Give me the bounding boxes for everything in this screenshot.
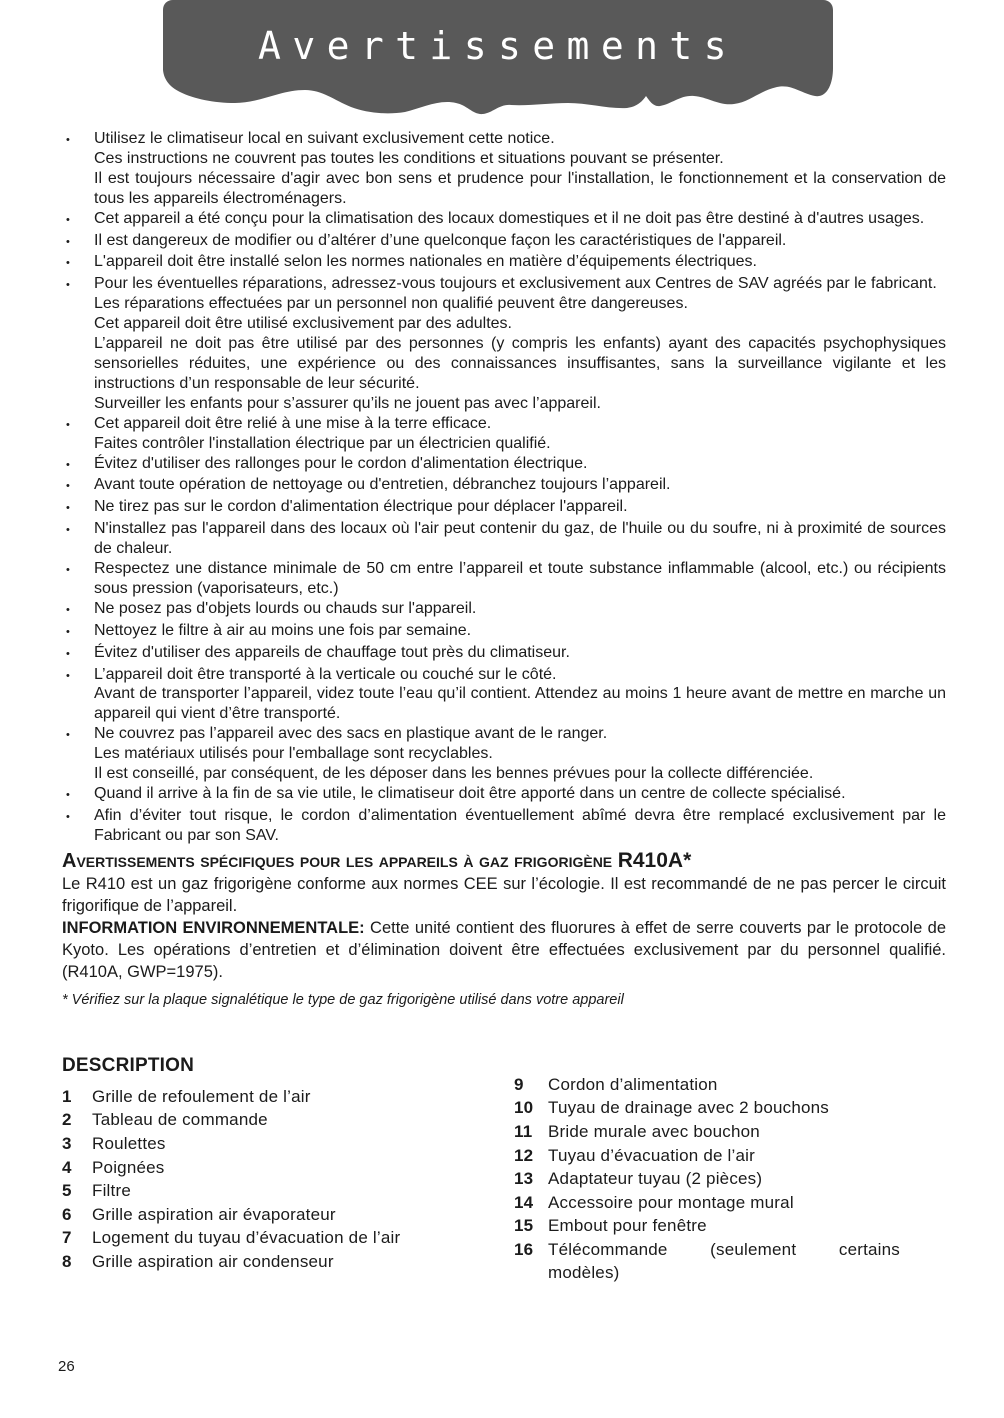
warning-paragraph: Les matériaux utilisés pour l'emballage sont recyclables. [94,745,493,763]
item-label: Tableau de commande [92,1110,268,1130]
item-number: 7 [62,1228,72,1248]
warning-text [94,252,946,274]
bullet-icon: • [66,729,70,742]
item-label: Cordon d’alimentation [548,1074,718,1094]
warning-paragraph: Il est dangereux de modifier ou d’altérer d’une quelconque façon les caractéristiques de l'appareil. [94,231,787,249]
warning-item [62,129,946,209]
item-label: Tuyau d’évacuation de l’air [548,1145,756,1165]
specific-warnings-body: Le R410 est un gaz frigorigène conforme aux normes CEE sur l’écologie. Il est recommandé de ne pas percer le circuit frigorifique de l’appareil. [62,874,946,915]
bullet-icon: • [66,235,70,248]
bullet-icon: • [66,279,70,292]
item-number: 3 [62,1133,72,1153]
item-number: 2 [62,1110,72,1130]
description-list-right [514,1073,946,1285]
warning-paragraph: Ces instructions ne couvrent pas toutes les conditions et situations pouvant se présenter. [94,149,724,167]
warning-paragraph: Afin d’éviter tout risque, le cordon d’alimentation éventuellement abîmé devra être remplacé exclusivement par le Fabricant ou par son SAV. [94,806,946,844]
item-label: Grille aspiration air évaporateur [92,1204,336,1224]
page-number: 26 [58,1358,75,1375]
item-number: 6 [62,1204,72,1224]
item-number: 13 [514,1169,534,1189]
warning-paragraph: Ne posez pas d'objets lourds ou chauds sur l'appareil. [94,599,477,617]
bullet-icon: • [66,480,70,493]
warning-text [94,519,946,559]
warning-paragraph: Les réparations effectuées par un personnel non qualifié peuvent être dangereuses. [94,295,688,313]
warnings-list [62,129,946,846]
description-item [514,1238,946,1285]
bullet-icon: • [66,603,70,616]
warning-item [62,621,946,643]
warning-paragraph: L’appareil ne doit pas être utilisé par des personnes (y compris les enfants) ayant des capacités psychophysiques sensorielles réduites, une expérience ou des connaissances insuffisantes, sans la surveillance vigilante et les instructions d’un responsable de leur sécurité. [94,335,946,392]
description-item [62,1156,514,1180]
item-number: 1 [62,1086,72,1106]
warning-text [94,497,946,519]
description-item [514,1214,946,1238]
item-number: 15 [514,1216,534,1236]
environmental-information [62,917,946,983]
warning-paragraph: Évitez d'utiliser des rallonges pour le cordon d'alimentation électrique. [94,454,588,472]
page-content [62,129,946,1285]
warning-item [62,497,946,519]
warning-item [62,414,946,454]
bullet-icon: • [66,257,70,270]
item-number: 11 [514,1121,533,1141]
warning-paragraph: Ne tirez pas sur le cordon d'alimentation électrique pour déplacer l'appareil. [94,498,628,516]
bullet-icon: • [66,564,70,577]
description-list-left [62,1085,514,1285]
warning-item [62,475,946,497]
warning-item [62,274,946,413]
warning-paragraph: Avant de transporter l’appareil, videz toute l’eau qu’il contient. Attendez au moins 1 heure avant de mettre en marche un appareil qui vient d’être transporté. [94,685,946,723]
warning-paragraph: Nettoyez le filtre à air au moins une fois par semaine. [94,621,472,639]
warning-paragraph: Il est toujours nécessaire d'agir avec bon sens et prudence pour l'installation, le fonctionnement et la conservation de tous les appareils électroménagers. [94,169,946,207]
item-label: Grille de refoulement de l’air [92,1086,311,1106]
description-columns [62,1074,946,1285]
item-label: Tuyau de drainage avec 2 bouchons [548,1098,829,1118]
warnings-banner [163,0,833,120]
description-item [514,1144,946,1168]
warning-text [94,724,946,784]
item-label: Accessoire pour montage mural [548,1192,794,1212]
warning-text [94,454,946,476]
description-item [62,1132,514,1156]
refrigerant-code: R410A* [617,848,692,872]
item-label: Roulettes [92,1133,166,1153]
environmental-information-body: Cette unité contient des fluorures à effet de serre couverts par le protocole de Kyoto. Les opérations d’entretien et d’élimination doivent être effectuées exclusivement par du personnel qualifié. (R410A, GWP=1975). [62,918,946,981]
warning-text [94,475,946,497]
specific-warnings-heading [62,849,946,873]
item-number: 10 [514,1098,534,1118]
specific-warnings-heading-text: Avertissements spécifiques pour les appareils à gaz frigorigène [62,849,618,872]
warning-item [62,454,946,476]
environmental-information-label: INFORMATION ENVIRONNEMENTALE: [62,918,365,937]
description-item [62,1085,514,1109]
warning-paragraph: L'appareil doit être installé selon les normes nationales en matière d’équipements électriques. [94,253,757,271]
description-item [514,1073,946,1097]
bullet-icon: • [66,213,70,226]
item-label: Poignées [92,1157,165,1177]
warning-paragraph: Pour les éventuelles réparations, adressez-vous toujours et exclusivement aux Centres de SAV agréés par le fabricant. [94,275,937,293]
bullet-icon: • [66,134,70,146]
item-number: 12 [514,1145,534,1165]
page-title: Avertissements [258,24,738,68]
warning-paragraph: Cet appareil doit être utilisé exclusivement par des adultes. [94,315,512,333]
item-label: Télécommande (seulement certains modèles) [548,1239,900,1283]
warning-item [62,209,946,231]
description-heading: DESCRIPTION [62,1054,195,1076]
description-item [514,1096,946,1120]
bullet-icon: • [66,810,70,823]
warning-text [94,559,946,599]
warning-text [94,643,946,665]
warning-paragraph: Quand il arrive à la fin de sa vie utile, le climatiseur doit être apporté dans un centre de collecte spécialisé. [94,785,846,802]
bullet-icon: • [66,502,70,515]
warning-paragraph: Il est conseillé, par conséquent, de les déposer dans les bennes prévues pour la collecte différenciée. [94,765,814,783]
item-number: 9 [514,1074,524,1094]
warning-paragraph: Faites contrôler l'installation électrique par un électricien qualifié. [94,434,551,452]
bullet-icon: • [66,647,70,660]
warning-item [62,252,946,274]
item-label: Grille aspiration air condenseur [92,1251,334,1271]
description-section [62,1055,946,1285]
bullet-icon: • [66,418,70,431]
warning-paragraph: Cet appareil a été conçu pour la climatisation des locaux domestiques et il ne doit pas être destiné à d'autres usages. [94,209,925,227]
warning-item [62,231,946,253]
warning-item [62,599,946,621]
warning-paragraph: Évitez d'utiliser des appareils de chauffage tout près du climatiseur. [94,643,570,661]
warning-paragraph: Surveiller les enfants pour s’assurer qu’ils ne jouent pas avec l’appareil. [94,394,601,412]
description-item [62,1203,514,1227]
item-number: 5 [62,1181,72,1201]
description-item [514,1120,946,1144]
item-label: Adaptateur tuyau (2 pièces) [548,1169,763,1189]
warning-text [94,806,946,846]
warning-item [62,806,946,846]
bullet-icon: • [66,625,70,638]
warning-text [94,129,946,209]
warning-item [62,724,946,784]
bullet-icon: • [66,669,70,682]
warning-paragraph: L’appareil doit être transporté à la verticale ou couché sur le côté. [94,665,557,683]
item-number: 8 [62,1251,72,1271]
item-label: Logement du tuyau d’évacuation de l’air [92,1228,401,1248]
description-item [62,1108,514,1132]
item-label: Bride murale avec bouchon [548,1121,760,1141]
description-item [62,1226,514,1250]
warning-paragraph: Cet appareil doit être relié à une mise à la terre efficace. [94,414,492,432]
warning-paragraph: Ne couvrez pas l’appareil avec des sacs en plastique avant de le ranger. [94,725,608,743]
footnote: * Vérifiez sur la plaque signalétique le type de gaz frigorigène utilisé dans votre appareil [62,991,624,1008]
warning-text [94,784,946,806]
warning-text [94,621,946,643]
warning-item [62,519,946,559]
warning-text [94,274,946,413]
warning-item [62,665,946,725]
bullet-icon: • [66,524,70,537]
warning-item [62,784,946,806]
warning-item [62,643,946,665]
item-number: 16 [514,1239,534,1259]
description-item [62,1179,514,1203]
description-item [514,1167,946,1191]
item-label: Filtre [92,1181,131,1201]
warning-text [94,414,946,454]
warning-text [94,599,946,621]
description-item [62,1250,514,1274]
bullet-icon: • [66,458,70,471]
warning-paragraph: N'installez pas l'appareil dans des locaux où l'air peut contenir du gaz, de l'huile ou du soufre, ni à proximité de sources de chaleur. [94,520,946,558]
bullet-icon: • [66,789,70,801]
description-item [514,1191,946,1215]
warning-text [94,665,946,725]
warning-item [62,559,946,599]
item-number: 14 [514,1192,534,1212]
item-number: 4 [62,1157,72,1177]
warning-text [94,231,946,253]
warning-text [94,209,946,231]
item-label: Embout pour fenêtre [548,1216,707,1236]
warning-paragraph: Avant toute opération de nettoyage ou d'entretien, débranchez toujours l’appareil. [94,476,671,494]
warning-paragraph: Respectez une distance minimale de 50 cm entre l’appareil et toute substance inflammable (alcool, etc.) ou récipients sous pression (vaporisateurs, etc.) [94,560,946,597]
warning-paragraph: Utilisez le climatiseur local en suivant exclusivement cette notice. [94,130,555,147]
